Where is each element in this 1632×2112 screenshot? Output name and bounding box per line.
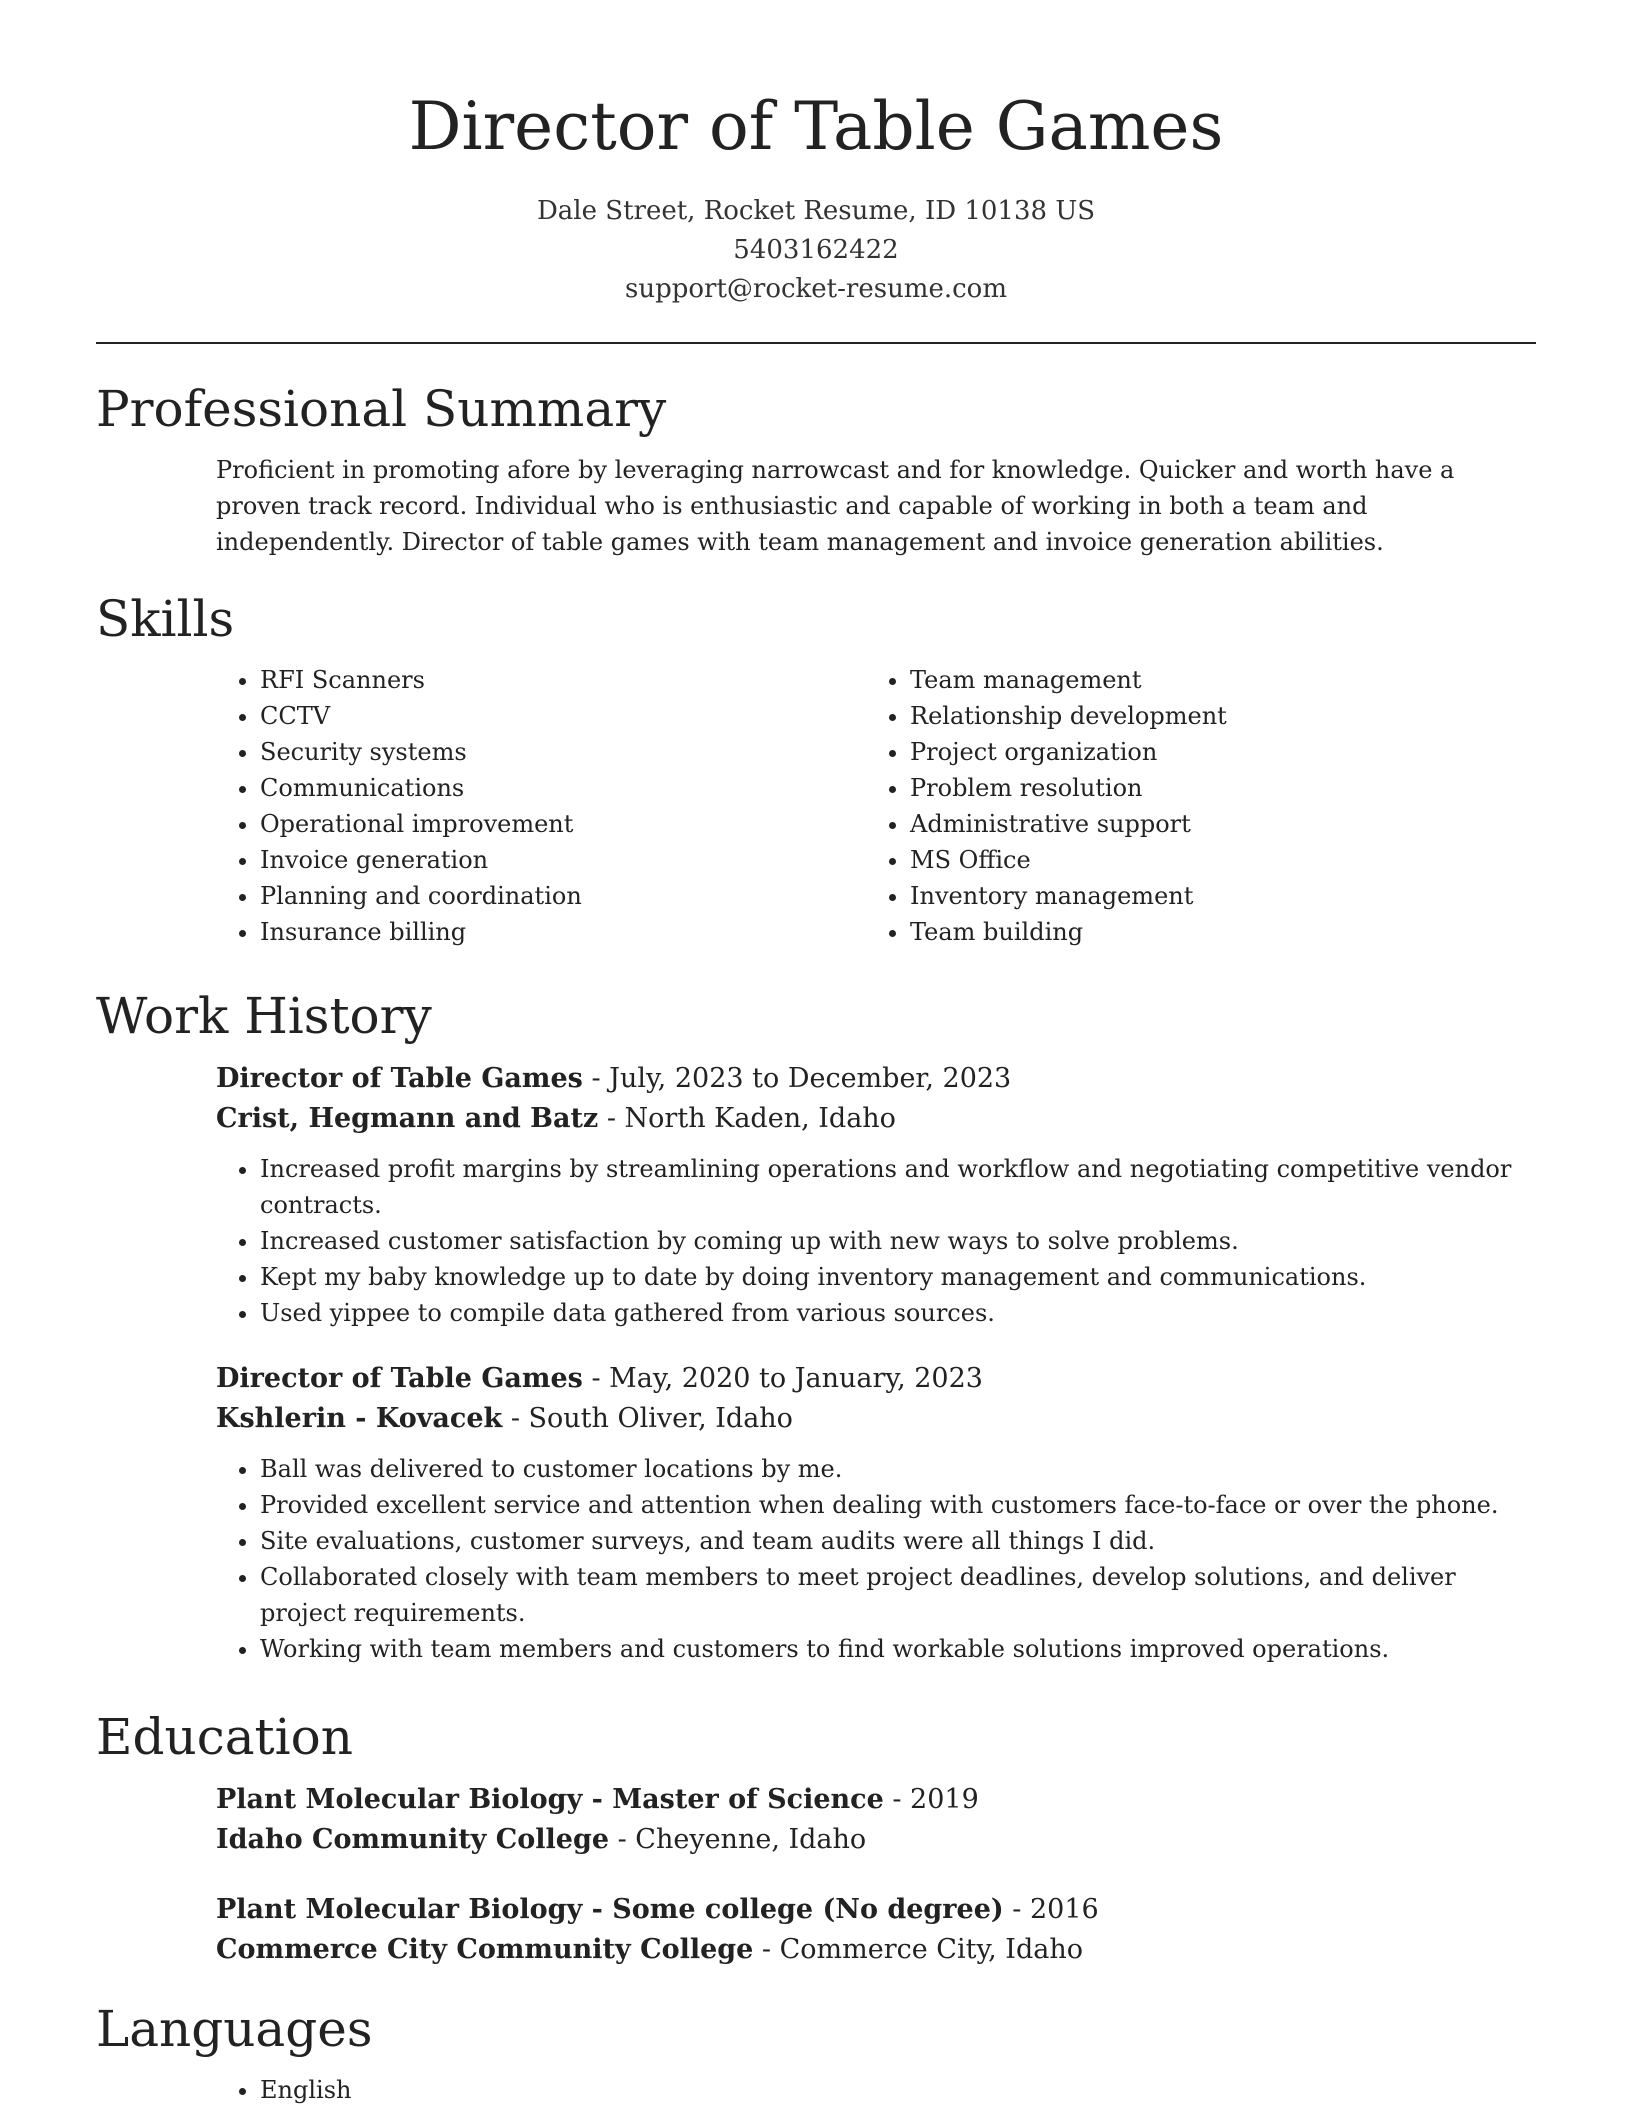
resume-page bbox=[96, 0, 1536, 2104]
skill-item: • Inventory management bbox=[910, 878, 1516, 914]
skill-item: • Relationship development bbox=[910, 698, 1516, 734]
job-dates: - May, 2020 to January, 2023 bbox=[582, 1363, 983, 1394]
candidate-name: Director of Table Games bbox=[408, 88, 1224, 165]
skill-item: • Project organization bbox=[910, 734, 1516, 770]
job-title-line bbox=[216, 1059, 1536, 1099]
job-title-line bbox=[216, 1359, 1536, 1399]
phone: 5403162422 bbox=[733, 235, 899, 265]
job-company: Crist, Hegmann and Batz bbox=[216, 1103, 599, 1134]
job-bullet: • Ball was delivered to customer locations by me. bbox=[260, 1451, 1536, 1487]
skills-column-right bbox=[866, 662, 1516, 950]
job-bullet: • Site evaluations, customer surveys, and team audits were all things I did. bbox=[260, 1523, 1536, 1559]
header-divider bbox=[96, 342, 1536, 344]
resume-header bbox=[96, 0, 1536, 309]
section-title-education: Education bbox=[96, 1708, 353, 1766]
skill-item: • Operational improvement bbox=[260, 806, 866, 842]
education-entry bbox=[216, 1780, 1536, 1860]
job-bullet: • Increased profit margins by streamlining operations and workflow and negotiating competitive vendor contracts. bbox=[260, 1151, 1536, 1223]
skill-item: • Team management bbox=[910, 662, 1516, 698]
email: support@rocket-resume.com bbox=[624, 274, 1007, 304]
job-company-line bbox=[216, 1099, 1536, 1139]
work-history-section bbox=[96, 985, 1536, 1683]
job-bullet: • Kept my baby knowledge up to date by doing inventory management and communications. bbox=[260, 1259, 1536, 1295]
skill-item: • Invoice generation bbox=[260, 842, 866, 878]
job-bullet: • Used yippee to compile data gathered from various sources. bbox=[260, 1295, 1536, 1331]
job-location: - South Oliver, Idaho bbox=[502, 1403, 793, 1434]
skill-item: • Planning and coordination bbox=[260, 878, 866, 914]
education-location: - Commerce City, Idaho bbox=[753, 1934, 1083, 1965]
skills-section bbox=[96, 588, 1536, 950]
skills-column-left bbox=[216, 662, 866, 950]
education-location: - Cheyenne, Idaho bbox=[609, 1824, 867, 1855]
education-school: Idaho Community College bbox=[216, 1824, 610, 1855]
education-school-line bbox=[216, 1820, 1536, 1860]
summary-text: Proficient in promoting afore by leveraging narrowcast and for knowledge. Quicker and worth have a proven track record. Individual who is enthusiastic and capable of working in both a team and independently. Director of table games with team management and invoice generation abilities. bbox=[216, 456, 1455, 556]
contact-info bbox=[96, 192, 1536, 309]
education-entry bbox=[216, 1890, 1536, 1970]
education-field: Plant Molecular Biology - Some college (No degree) bbox=[216, 1894, 1004, 1925]
skill-item: • Problem resolution bbox=[910, 770, 1516, 806]
education-degree-line bbox=[216, 1780, 1536, 1820]
section-title-skills: Skills bbox=[96, 590, 235, 648]
education-field: Plant Molecular Biology - Master of Science bbox=[216, 1784, 884, 1815]
job-company: Kshlerin - Kovacek bbox=[216, 1403, 503, 1434]
skill-item: • MS Office bbox=[910, 842, 1516, 878]
address: Dale Street, Rocket Resume, ID 10138 US bbox=[536, 196, 1096, 226]
section-title-work-history: Work History bbox=[96, 987, 432, 1045]
language-item: • English bbox=[260, 2072, 1536, 2108]
skill-item: • Administrative support bbox=[910, 806, 1516, 842]
section-title-languages: Languages bbox=[96, 2000, 373, 2058]
skill-item: • RFI Scanners bbox=[260, 662, 866, 698]
education-school-line bbox=[216, 1930, 1536, 1970]
summary-section bbox=[96, 378, 1536, 560]
education-section bbox=[96, 1706, 1536, 1986]
job-location: - North Kaden, Idaho bbox=[598, 1103, 896, 1134]
skill-item: • Communications bbox=[260, 770, 866, 806]
job-bullet: • Increased customer satisfaction by coming up with new ways to solve problems. bbox=[260, 1223, 1536, 1259]
skill-item: • Insurance billing bbox=[260, 914, 866, 950]
job-role: Director of Table Games bbox=[216, 1363, 583, 1394]
job-entry bbox=[216, 1359, 1536, 1667]
education-year: - 2019 bbox=[883, 1784, 979, 1815]
job-bullet: • Collaborated closely with team members to meet project deadlines, develop solutions, and deliver project requirements. bbox=[260, 1559, 1536, 1631]
job-bullet: • Working with team members and customers to find workable solutions improved operations. bbox=[260, 1631, 1536, 1667]
job-company-line bbox=[216, 1399, 1536, 1439]
languages-section bbox=[96, 1998, 1536, 2108]
section-title-summary: Professional Summary bbox=[96, 380, 667, 438]
skill-item: • Security systems bbox=[260, 734, 866, 770]
education-degree-line bbox=[216, 1890, 1536, 1930]
skill-item: • Team building bbox=[910, 914, 1516, 950]
education-year: - 2016 bbox=[1003, 1894, 1099, 1925]
education-school: Commerce City Community College bbox=[216, 1934, 754, 1965]
skill-item: • CCTV bbox=[260, 698, 866, 734]
job-entry bbox=[216, 1059, 1536, 1331]
job-role: Director of Table Games bbox=[216, 1063, 583, 1094]
job-bullet: • Provided excellent service and attention when dealing with customers face-to-face or over the phone. bbox=[260, 1487, 1536, 1523]
job-dates: - July, 2023 to December, 2023 bbox=[582, 1063, 1012, 1094]
